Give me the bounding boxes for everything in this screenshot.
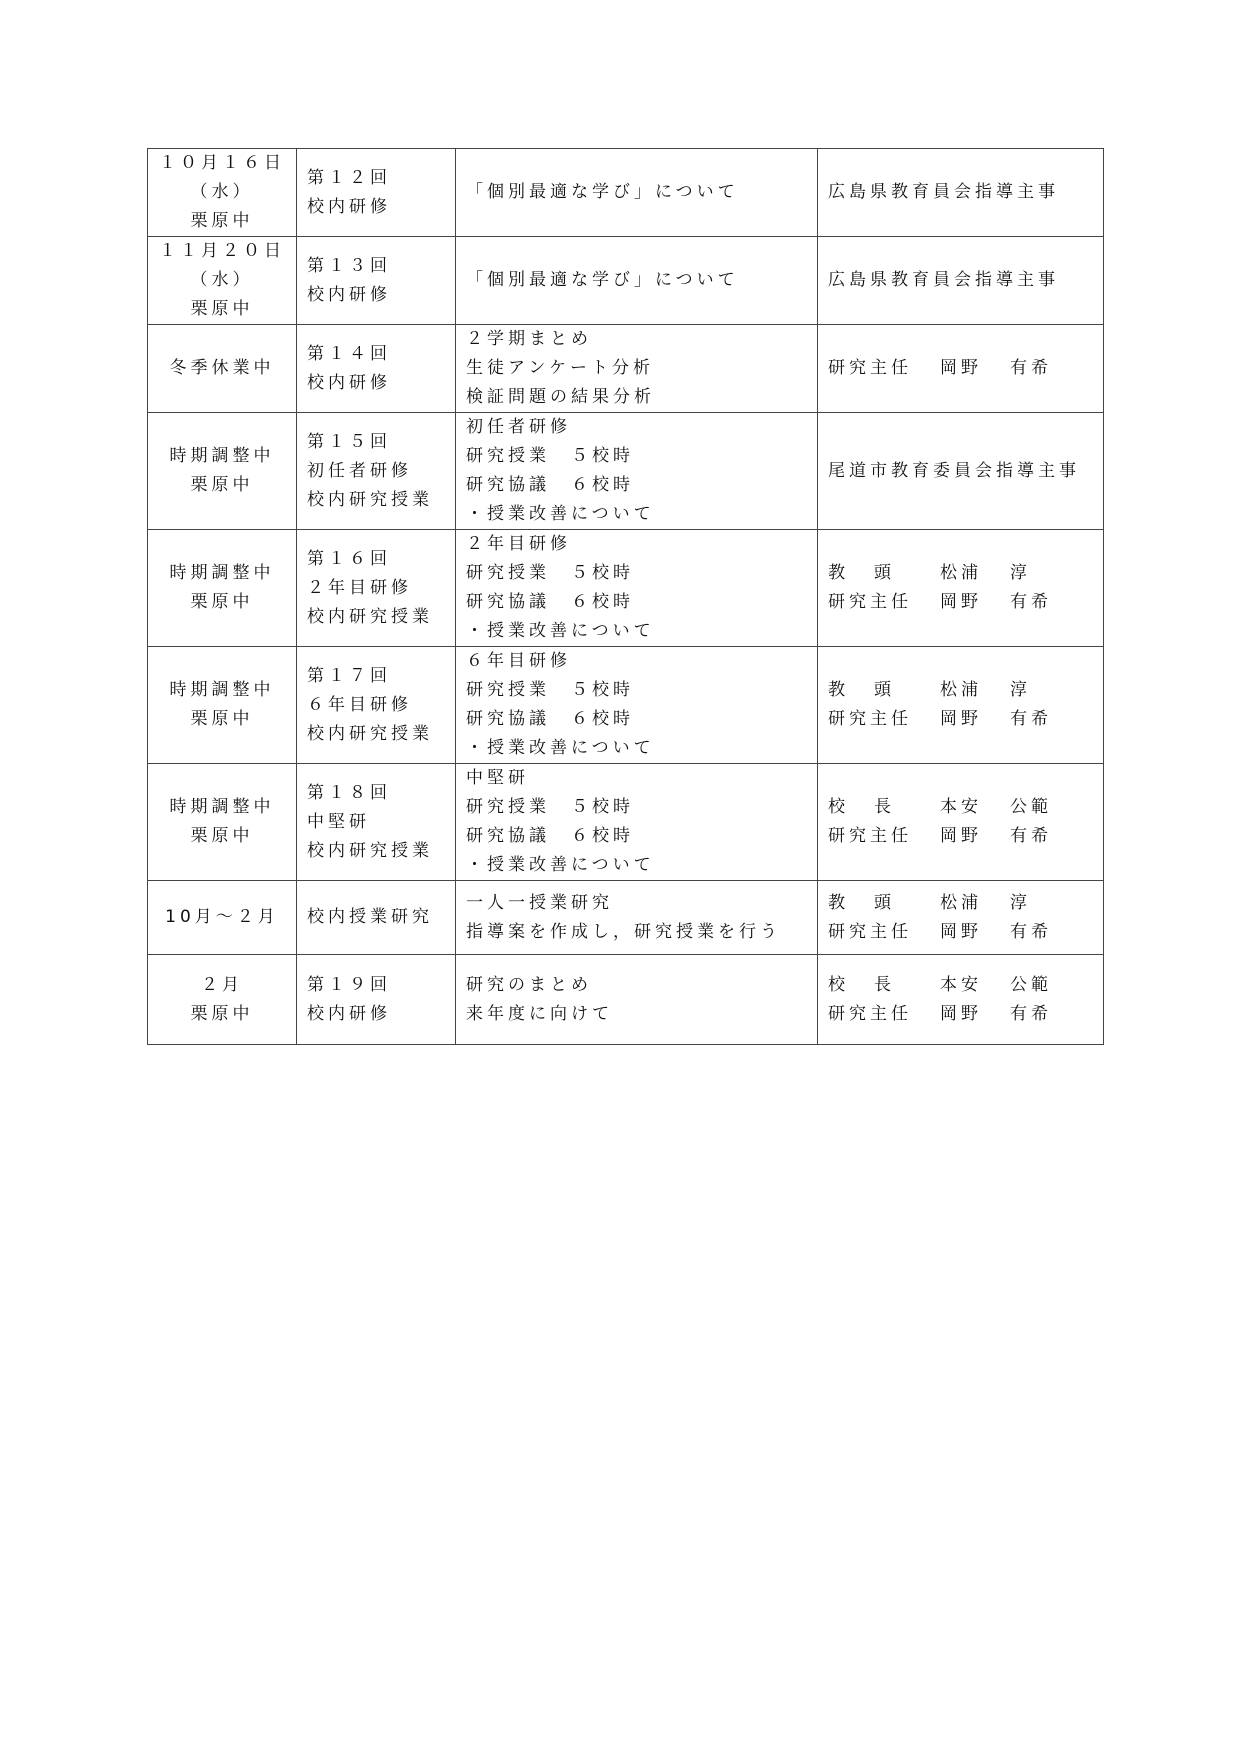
lecturer-given-name: 有希 [1010, 709, 1052, 729]
date-cell-line: 冬季休業中 [169, 358, 275, 378]
lecturer-family-name: 岡野 [940, 358, 982, 378]
content-cell [456, 764, 818, 881]
table-row [148, 237, 1104, 325]
lecturer-title [828, 559, 940, 588]
lecturer-family-name: 本安 [940, 974, 982, 995]
date-cell-line: 栗原中 [190, 1003, 254, 1024]
date-cell [148, 764, 297, 881]
lecturer-title-first: 教 [828, 680, 849, 700]
content-cell [456, 530, 818, 647]
lecturer-text: 広島県教育員会指導主事 [828, 270, 1059, 290]
lecturer-family-name: 岡野 [940, 709, 982, 729]
lecturer-cell [818, 325, 1104, 413]
lecturer-text: 広島県教育員会指導主事 [828, 182, 1059, 202]
content-cell-line: ・授業改善について [466, 738, 655, 758]
lecturer-title [828, 676, 940, 705]
content-cell-line: ６年目研修 [466, 651, 571, 671]
lecturer-line [828, 559, 1093, 588]
lecturer-cell [818, 764, 1104, 881]
content-cell-line: 「個別最適な学び」について [466, 182, 739, 202]
date-cell-line: 栗原中 [190, 475, 254, 495]
session-cell-line: 第１８回 [307, 782, 391, 803]
lecturer-title: 研究主任 [828, 358, 912, 378]
lecturer-title-first: 校 [828, 974, 849, 995]
lecturer-cell [818, 955, 1104, 1045]
content-cell-line: ２学期まとめ [466, 329, 592, 349]
date-cell [148, 325, 297, 413]
content-cell [456, 881, 818, 955]
content-cell [456, 955, 818, 1045]
session-cell [297, 530, 456, 647]
lecturer-family-name: 岡野 [940, 826, 982, 846]
content-cell-line: 研究授業 ５校時 [466, 563, 634, 583]
session-cell-line: 第１９回 [307, 974, 391, 995]
lecturer-given-name: 淳 [1010, 563, 1031, 583]
schedule-page [147, 148, 1103, 1045]
lecturer-title-second: 頭 [874, 563, 895, 583]
date-cell-line: 時期調整中 [169, 446, 275, 466]
lecturer-title [828, 889, 940, 918]
session-cell [297, 237, 456, 325]
lecturer-title [828, 971, 940, 1000]
training-schedule-table [147, 148, 1104, 1045]
lecturer-given-name: 有希 [1010, 826, 1052, 846]
date-cell-line: １０月１６日 [159, 153, 285, 173]
date-cell-line: ２月 [201, 974, 243, 995]
session-cell [297, 325, 456, 413]
session-cell-line: 第１４回 [307, 343, 391, 364]
content-cell [456, 325, 818, 413]
content-cell-line: 中堅研 [466, 768, 529, 788]
date-cell-line: 10月～２月 [165, 907, 279, 927]
session-cell-line: 第１５回 [307, 431, 391, 452]
session-cell-line: 校内研修 [307, 196, 391, 217]
session-cell [297, 149, 456, 237]
lecturer-title: 研究主任 [828, 826, 912, 846]
lecturer-cell [818, 237, 1104, 325]
content-cell-line: ２年目研修 [466, 534, 571, 554]
session-cell-line: 初任者研修 [307, 460, 412, 481]
lecturer-cell [818, 881, 1104, 955]
lecturer-line [828, 676, 1093, 705]
date-cell [148, 237, 297, 325]
content-cell-line: 検証問題の結果分析 [466, 387, 655, 407]
lecturer-line [828, 793, 1093, 822]
lecturer-text: 尾道市教育委員会指導主事 [828, 460, 1080, 481]
table-row [148, 325, 1104, 413]
lecturer-title: 研究主任 [828, 709, 912, 729]
lecturer-given-name: 淳 [1010, 892, 1031, 913]
content-cell-line: 研究協議 ６校時 [466, 826, 634, 846]
date-cell [148, 530, 297, 647]
date-cell-line: 栗原中 [190, 709, 254, 729]
lecturer-line [828, 1000, 1093, 1029]
lecturer-title: 研究主任 [828, 1003, 912, 1024]
lecturer-family-name: 岡野 [940, 921, 982, 942]
content-cell-line: 一人一授業研究 [466, 892, 613, 913]
session-cell [297, 647, 456, 764]
table-row [148, 647, 1104, 764]
lecturer-given-name: 公範 [1010, 797, 1052, 817]
session-cell-line: 校内研究授業 [307, 489, 433, 510]
content-cell-line: 研究授業 ５校時 [466, 680, 634, 700]
lecturer-family-name: 岡野 [940, 1003, 982, 1024]
lecturer-line [828, 266, 1093, 295]
lecturer-line [828, 705, 1093, 734]
lecturer-given-name: 有希 [1010, 358, 1052, 378]
lecturer-line [828, 971, 1093, 1000]
lecturer-cell [818, 530, 1104, 647]
date-cell-line: 時期調整中 [169, 563, 275, 583]
table-row [148, 530, 1104, 647]
lecturer-family-name: 松浦 [940, 892, 982, 913]
content-cell-line: 生徒アンケート分析 [466, 358, 654, 378]
lecturer-line [828, 918, 1093, 947]
lecturer-given-name: 淳 [1010, 680, 1031, 700]
content-cell-line: 研究協議 ６校時 [466, 709, 634, 729]
session-cell-line: 校内研修 [307, 284, 391, 305]
session-cell-line: ６年目研修 [307, 694, 412, 715]
content-cell [456, 413, 818, 530]
content-cell-line: ・授業改善について [466, 621, 655, 641]
session-cell-line: 第１７回 [307, 665, 391, 686]
lecturer-given-name: 有希 [1010, 1003, 1052, 1024]
session-cell [297, 881, 456, 955]
lecturer-line [828, 588, 1093, 617]
content-cell [456, 647, 818, 764]
lecturer-line [828, 178, 1093, 207]
lecturer-title-first: 校 [828, 797, 849, 817]
date-cell-line: 時期調整中 [169, 680, 275, 700]
session-cell-line: 校内研究授業 [307, 723, 433, 744]
lecturer-given-name: 有希 [1010, 921, 1052, 942]
session-cell-line: 校内研修 [307, 1003, 391, 1024]
lecturer-line [828, 354, 1093, 383]
lecturer-cell [818, 149, 1104, 237]
lecturer-family-name: 松浦 [940, 680, 982, 700]
date-cell-line: （水） [190, 270, 254, 290]
date-cell-line: 栗原中 [190, 299, 254, 319]
session-cell-line: ２年目研修 [307, 577, 412, 598]
date-cell-line: 時期調整中 [169, 797, 275, 817]
date-cell-line: １１月２０日 [159, 241, 285, 261]
content-cell-line: 研究協議 ６校時 [466, 592, 634, 612]
lecturer-given-name: 有希 [1010, 592, 1052, 612]
content-cell-line: 指導案を作成し，研究授業を行う [466, 921, 781, 942]
table-row [148, 413, 1104, 530]
session-cell-line: 校内研究授業 [307, 606, 433, 627]
content-cell-line: ・授業改善について [466, 504, 655, 524]
content-cell [456, 149, 818, 237]
session-cell-line: 第１６回 [307, 548, 391, 569]
session-cell-line: 校内研修 [307, 372, 391, 393]
lecturer-line [828, 822, 1093, 851]
date-cell [148, 881, 297, 955]
session-cell-line: 中堅研 [307, 811, 370, 832]
content-cell-line: 研究協議 ６校時 [466, 475, 634, 495]
date-cell [148, 413, 297, 530]
date-cell [148, 149, 297, 237]
content-cell-line: 初任者研修 [466, 417, 571, 437]
lecturer-family-name: 岡野 [940, 592, 982, 612]
lecturer-title [828, 793, 940, 822]
lecturer-cell [818, 647, 1104, 764]
session-cell [297, 955, 456, 1045]
lecturer-family-name: 本安 [940, 797, 982, 817]
lecturer-line [828, 457, 1093, 486]
lecturer-given-name: 公範 [1010, 974, 1052, 995]
date-cell-line: 栗原中 [190, 826, 254, 846]
date-cell [148, 647, 297, 764]
table-row [148, 764, 1104, 881]
lecturer-title-first: 教 [828, 892, 849, 913]
content-cell-line: 研究授業 ５校時 [466, 797, 634, 817]
table-row [148, 149, 1104, 237]
session-cell-line: 校内研究授業 [307, 840, 433, 861]
session-cell [297, 764, 456, 881]
table-row [148, 881, 1104, 955]
lecturer-title-second: 頭 [874, 680, 895, 700]
session-cell-line: 第１２回 [307, 167, 391, 188]
content-cell-line: ・授業改善について [466, 855, 655, 875]
table-row [148, 955, 1104, 1045]
content-cell [456, 237, 818, 325]
content-cell-line: 研究のまとめ [466, 974, 592, 995]
lecturer-cell [818, 413, 1104, 530]
date-cell-line: （水） [190, 182, 254, 202]
date-cell-line: 栗原中 [190, 592, 254, 612]
lecturer-title: 研究主任 [828, 921, 912, 942]
session-cell [297, 413, 456, 530]
lecturer-line [828, 889, 1093, 918]
content-cell-line: 研究授業 ５校時 [466, 446, 634, 466]
lecturer-title-second: 長 [874, 797, 895, 817]
session-cell-line: 第１３回 [307, 255, 391, 276]
session-cell-line: 校内授業研究 [307, 907, 433, 927]
lecturer-title-second: 長 [874, 974, 895, 995]
lecturer-title: 研究主任 [828, 592, 912, 612]
content-cell-line: 「個別最適な学び」について [466, 270, 739, 290]
content-cell-line: 来年度に向けて [466, 1003, 613, 1024]
lecturer-family-name: 松浦 [940, 563, 982, 583]
date-cell [148, 955, 297, 1045]
date-cell-line: 栗原中 [190, 211, 254, 231]
lecturer-title-first: 教 [828, 563, 849, 583]
lecturer-title-second: 頭 [874, 892, 895, 913]
